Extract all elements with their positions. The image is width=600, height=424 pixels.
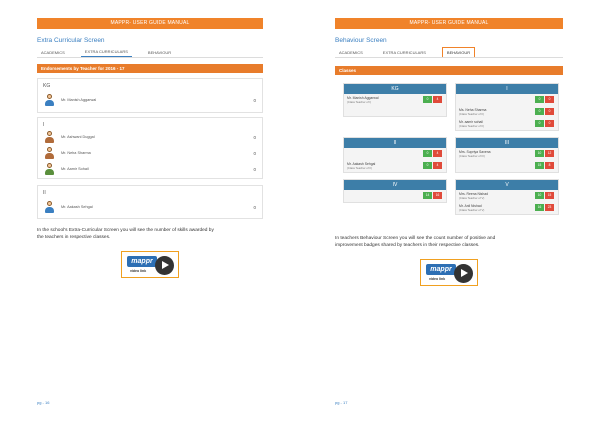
teacher-avatar bbox=[44, 201, 54, 213]
tab-behaviour[interactable]: BEHAVIOUR bbox=[442, 47, 475, 58]
class-card-i bbox=[37, 117, 263, 179]
manual-header: MAPPR- USER GUIDE MANUAL bbox=[37, 18, 263, 29]
improvement-badge-count: 0 bbox=[545, 120, 554, 127]
teacher-role: (Class Teacher of I) bbox=[347, 99, 372, 104]
class-name: II bbox=[344, 138, 446, 148]
video-link-label: video link bbox=[429, 277, 446, 281]
class-card-ii bbox=[37, 185, 263, 219]
tab-academics[interactable]: ACADEMICS bbox=[41, 49, 65, 55]
manual-header: MAPPR- USER GUIDE MANUAL bbox=[335, 18, 563, 29]
teacher-row[interactable] bbox=[456, 94, 558, 106]
section-header: Endorsements by Teacher for 2016 - 17 bbox=[37, 64, 263, 73]
video-link-badge[interactable] bbox=[420, 259, 478, 286]
improvement-badge-count: 15 bbox=[545, 192, 554, 199]
tab-divider bbox=[37, 57, 263, 58]
positive-badge-count: 0 bbox=[423, 150, 432, 157]
teacher-name: Mr. Aakash Sehgal bbox=[347, 161, 376, 166]
teacher-row[interactable] bbox=[344, 94, 446, 106]
teacher-row[interactable] bbox=[456, 148, 558, 160]
positive-badge-count: 15 bbox=[535, 162, 544, 169]
teacher-name: Ms. Neha Sharma bbox=[459, 107, 487, 112]
positive-badge-count: 10 bbox=[535, 192, 544, 199]
positive-badge-count: 0 bbox=[535, 120, 544, 127]
page-number: pg - 17 bbox=[335, 400, 348, 405]
play-icon[interactable] bbox=[454, 264, 473, 283]
teacher-avatar bbox=[44, 94, 54, 106]
teacher-role: (Class Teacher of III) bbox=[459, 153, 485, 158]
teacher-row[interactable] bbox=[44, 162, 256, 176]
class-name: III bbox=[456, 138, 558, 148]
positive-badge-count: 0 bbox=[535, 108, 544, 115]
tab-extra-curriculars[interactable]: EXTRA CURRICULARS bbox=[382, 49, 426, 55]
teacher-avatar bbox=[44, 131, 54, 143]
teacher-row[interactable] bbox=[456, 202, 558, 214]
teacher-avatar bbox=[44, 147, 54, 159]
skill-count: 0 bbox=[253, 166, 256, 172]
teacher-name: Mr. Aakash Sehgal bbox=[61, 205, 93, 209]
teacher-name: Mr. Ashwani Duggal bbox=[61, 135, 95, 139]
teacher-row[interactable] bbox=[344, 160, 446, 172]
tab-divider bbox=[335, 57, 563, 58]
caption bbox=[37, 228, 277, 241]
tab-extra-curriculars[interactable]: EXTRA CURRICULARS bbox=[81, 47, 132, 57]
teacher-row[interactable] bbox=[344, 148, 446, 160]
tab-academics[interactable]: ACADEMICS bbox=[339, 49, 363, 55]
teacher-row[interactable] bbox=[456, 190, 558, 202]
teacher-row[interactable] bbox=[344, 190, 446, 202]
skill-count: 0 bbox=[253, 204, 256, 210]
tab-bar bbox=[37, 47, 175, 57]
mappr-logo: mappr bbox=[426, 264, 456, 275]
improvement-badge-count: 4 bbox=[433, 96, 442, 103]
teacher-name: Mrs. Supriya Saxena bbox=[459, 149, 491, 154]
play-icon[interactable] bbox=[155, 256, 174, 275]
teacher-row[interactable] bbox=[44, 93, 256, 107]
improvement-badge-count: 16 bbox=[433, 192, 442, 199]
teacher-name: Mrs. Reena Nishad bbox=[459, 191, 489, 196]
class-name: KG bbox=[43, 83, 51, 89]
positive-badge-count: 0 bbox=[423, 162, 432, 169]
improvement-badge-count: 8 bbox=[545, 162, 554, 169]
improvement-badge-count: 0 bbox=[545, 108, 554, 115]
improvement-badge-count: 4 bbox=[433, 150, 442, 157]
class-name: KG bbox=[344, 84, 446, 94]
class-card-kg bbox=[343, 83, 447, 117]
class-card-i bbox=[455, 83, 559, 131]
caption-line: In teachers Behaviour Screen you will see the count number of positive and bbox=[335, 236, 496, 241]
class-card-ii bbox=[343, 137, 447, 173]
caption-line: In the school's Extra-Curricular Screen you will see the number of skills awarded by bbox=[37, 228, 214, 233]
video-link-label: video link bbox=[130, 269, 147, 273]
class-card-kg bbox=[37, 78, 263, 113]
tab-bar bbox=[335, 47, 475, 57]
teacher-role: (Class Teacher of V) bbox=[459, 207, 485, 212]
caption-line: improvement badges shared by teachers in their respective classes. bbox=[335, 242, 480, 248]
positive-badge-count: 0 bbox=[535, 96, 544, 103]
teacher-name: Mr. Manish Aggarwal bbox=[61, 98, 97, 102]
video-link-badge[interactable] bbox=[121, 251, 179, 278]
class-name: I bbox=[43, 122, 45, 128]
section-header: Classes bbox=[335, 66, 563, 75]
class-name: I bbox=[456, 84, 558, 94]
improvement-badge-count: 23 bbox=[545, 204, 554, 211]
teacher-row[interactable] bbox=[44, 130, 256, 144]
skill-count: 0 bbox=[253, 97, 256, 103]
improvement-badge-count: 12 bbox=[545, 150, 554, 157]
page-number: pg - 16 bbox=[37, 400, 50, 405]
teacher-role: (Class Teacher of II) bbox=[459, 111, 484, 116]
teacher-name: Mr. Manish Aggarwal bbox=[347, 95, 379, 100]
teacher-row[interactable] bbox=[44, 200, 256, 214]
positive-badge-count: 16 bbox=[535, 204, 544, 211]
teacher-role: (Class Teacher of II) bbox=[459, 123, 484, 128]
class-card-v bbox=[455, 179, 559, 215]
positive-badge-count: 10 bbox=[535, 150, 544, 157]
positive-badge-count: 0 bbox=[423, 96, 432, 103]
mappr-logo: mappr bbox=[127, 256, 157, 267]
improvement-badge-count: 0 bbox=[545, 96, 554, 103]
teacher-name: Mr. Neha Sharma bbox=[61, 151, 91, 155]
class-name: IV bbox=[344, 180, 446, 190]
caption-line: the teachers in respective classes. bbox=[37, 234, 111, 240]
teacher-name: Mr. aamir sohail bbox=[459, 119, 483, 124]
teacher-name: Mr. Aamir Sohail bbox=[61, 167, 89, 171]
class-card-iv bbox=[343, 179, 447, 203]
caption bbox=[335, 236, 575, 249]
improvement-badge-count: 4 bbox=[433, 162, 442, 169]
teacher-name: Mr. Anil Nishad bbox=[459, 203, 482, 208]
class-name: II bbox=[43, 190, 46, 196]
teacher-role: (Class Teacher of V) bbox=[459, 195, 485, 200]
page-title: Behaviour Screen bbox=[335, 37, 387, 44]
teacher-row[interactable] bbox=[456, 160, 558, 172]
teacher-row[interactable] bbox=[44, 146, 256, 160]
teacher-role: (Class Teacher of II) bbox=[347, 165, 372, 170]
skill-count: 0 bbox=[253, 134, 256, 140]
page-17 bbox=[300, 0, 600, 424]
positive-badge-count: 14 bbox=[423, 192, 432, 199]
class-card-iii bbox=[455, 137, 559, 173]
page-title: Extra Curricular Screen bbox=[37, 37, 105, 44]
teacher-avatar bbox=[44, 163, 54, 175]
teacher-row[interactable] bbox=[456, 118, 558, 130]
skill-count: 0 bbox=[253, 150, 256, 156]
tab-behaviour[interactable]: BEHAVIOUR bbox=[147, 49, 172, 55]
class-name: V bbox=[456, 180, 558, 190]
teacher-row[interactable] bbox=[456, 106, 558, 118]
